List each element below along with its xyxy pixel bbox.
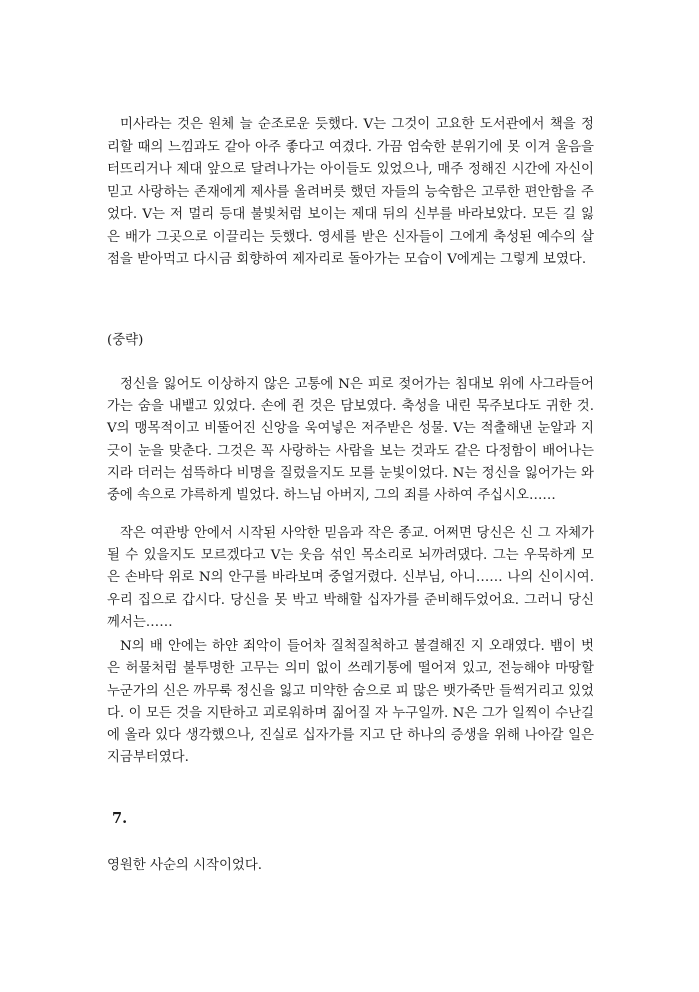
paragraph-2: 정신을 잃어도 이상하지 않은 고통에 N은 피로 젖어가는 침대보 위에 사그라들어가는 숨을 내뱉고 있었다. 손에 쥔 것은 담보였다. 축성을 내린 묵주보다도 귀한 것. V의 맹목적이고 비뚤어진 신앙을 욱여넣은 저주받은 성물. V는 적출해낸 눈알과 지긋이 눈을 맞춘다. 그것은 꼭 사랑하는 사람을 보는 것과도 같은 다정함이 배어나는지라 더러는 섬뜩하다 비명을 질렀을지도 모를 눈빛이었다. N는 정신을 잃어가는 와중에 속으로 갸륵하게 빌었다. 하느님 아버지, 그의 죄를 사하여 주십시오…… (107, 377, 594, 504)
paragraph-3: 작은 여관방 안에서 시작된 사악한 믿음과 작은 종교. 어쩌면 당신은 신 그 자체가 될 수 있을지도 모르겠다고 V는 웃음 섞인 목소리로 뇌까려댔다. 그는 우묵하게 모은 손바닥 위로 N의 안구를 바라보며 중얼거렸다. 신부님, 아니…… 나의 신이시여. 우리 집으로 갑시다. 당신을 못 박고 박해할 십자가를 준비해두었어요. 그러니 당신께서는…… (107, 526, 594, 630)
paragraph-1: 미사라는 것은 원체 늘 순조로운 듯했다. V는 그것이 고요한 도서관에서 책을 정리할 때의 느낌과도 같아 아주 좋다고 여겼다. 가끔 엄숙한 분위기에 못 이겨 울음을 터뜨리거나 제대 앞으로 달려나가는 아이들도 있었으나, 매주 정해진 시간에 자신이 믿고 사랑하는 존재에게 제사를 올려버릇 했던 자들의 능숙함은 고루한 편안함을 주었다. V는 저 멀리 등대 불빛처럼 보이는 제대 뒤의 신부를 바라보았다. 모든 길 잃은 배가 그곳으로 이끌리는 듯했다. 영세를 받은 신자들이 그에게 축성된 예수의 살점을 받아먹고 다시금 회향하여 제자리로 돌아가는 모습이 V에게는 그렇게 보였다. (107, 117, 594, 267)
paragraph-5: 영원한 사순의 시작이었다. (107, 858, 263, 873)
omission-note: (중략) (107, 333, 144, 348)
chapter-number: 7. (112, 810, 128, 827)
paragraph-4: N의 배 안에는 하얀 죄악이 들어차 질척질척하고 불결해진 지 오래였다. 뱀이 벗은 허물처럼 불투명한 고무는 의미 없이 쓰레기통에 떨어져 있고, 전능해야 마땅할 누군가의 신은 까무룩 정신을 잃고 미약한 숨으로 피 많은 뱃가죽만 들썩거리고 있었다. 이 모든 것을 지탄하고 괴로워하며 짊어질 자 누구일까. N은 그가 일찍이 수난길에 올라 있다 생각했으나, 진실로 십자가를 지고 단 하나의 증생을 위해 나아갈 일은 지금부터였다. (107, 639, 594, 766)
